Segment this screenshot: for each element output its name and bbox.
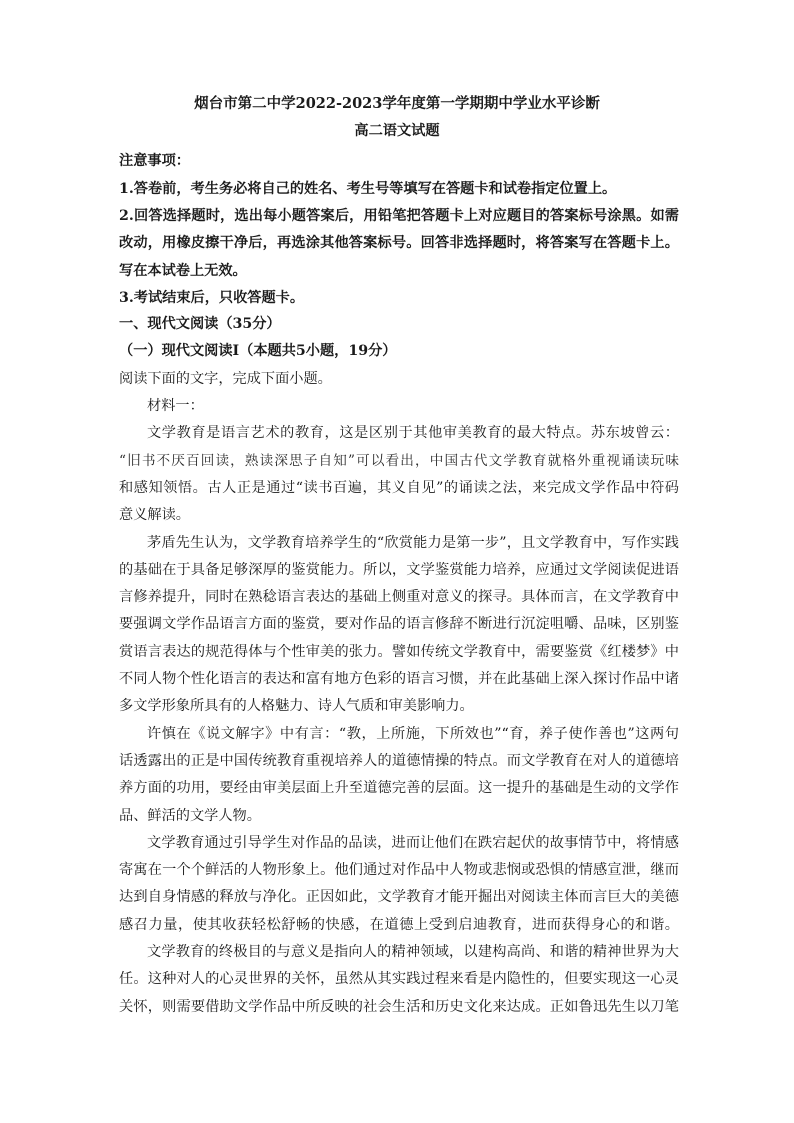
notice-heading: 注意事项：	[119, 153, 190, 169]
body-line: 和感知领悟。古人正是通过“读书百遍，其义自见”的诵读之法，来完成文学作品中符码	[119, 480, 679, 496]
notice-item-2: 2.回答选择题时，选出每小题答案后，用铅笔把答题卡上对应题目的答案标号涂黑。如需	[119, 208, 679, 224]
body-line: 不同人物个性化语言的表达和富有地方色彩的语言习惯，并在此基础上深入探讨作品中诸	[119, 671, 679, 687]
material-label: 材料一：	[147, 398, 204, 414]
notice-item-2-end: 写在本试卷上无效。	[119, 263, 247, 279]
body-line: 茅盾先生认为，文学教育培养学生的“欣赏能力是第一步”，且文学教育中，写作实践	[147, 535, 679, 551]
body-line: 文学教育是语言艺术的教育，这是区别于其他审美教育的最大特点。苏东坡曾云：	[147, 425, 679, 441]
body-line: 达到自身情感的释放与净化。正因如此，文学教育才能开掘出对阅读主体而言巨大的美德	[119, 889, 679, 905]
section-subheading: （一）现代文阅读I（本题共5小题，19分）	[119, 343, 397, 359]
reading-instruction: 阅读下面的文字，完成下面小题。	[119, 371, 332, 387]
notice-item-2-cont: 改动，用橡皮擦干净后，再选涂其他答案标号。回答非选择题时，将答案写在答题卡上。	[119, 235, 679, 251]
body-line: 感召力量，使其收获轻松舒畅的快感，在道德上受到启迪教育，进而获得身心的和谐。	[119, 917, 679, 933]
body-line: 赏语言表达的规范得体与个性审美的张力。譬如传统文学教育中，需要鉴赏《红楼梦》中	[119, 644, 679, 660]
body-line: 话透露出的正是中国传统教育重视培养人的道德情操的特点。而文学教育在对人的道德培	[119, 753, 679, 769]
notice-item-3: 3.考试结束后，只收答题卡。	[119, 290, 305, 306]
body-line: 关怀，则需要借助文学作品中所反映的社会生活和历史文化来达成。正如鲁迅先生以刀笔	[119, 999, 679, 1015]
body-line: 许慎在《说文解字》中有言：“教，上所施，下所效也”“育，养子使作善也”这两句	[147, 726, 679, 742]
notice-item-1: 1.答卷前，考生务必将自己的姓名、考生号等填写在答题卡和试卷指定位置上。	[119, 181, 617, 197]
exam-subtitle: 高二语文试题	[354, 123, 440, 139]
section-heading: 一、现代文阅读（35分）	[119, 316, 281, 332]
body-line: 任。这种对人的心灵世界的关怀，虽然从其实践过程来看是内隐性的，但要实现这一心灵	[119, 971, 679, 987]
body-line: 言修养提升，同时在熟稔语言表达的基础上侧重对意义的探寻。具体而言，在文学教育中	[119, 589, 679, 605]
body-line: 品、鲜活的文学人物。	[119, 808, 261, 824]
body-line: 文学教育的终极目的与意义是指向人的精神领域，以建构高尚、和谐的精神世界为大	[147, 944, 679, 960]
body-line: 多文学形象所具有的人格魅力、诗人气质和审美影响力。	[119, 698, 474, 714]
body-line: “旧书不厌百回读，熟读深思子自知”可以看出，中国古代文学教育就格外重视诵读玩味	[119, 453, 679, 469]
body-line: 养方面的功用，要经由审美层面上升至道德完善的层面。这一提升的基础是生动的文学作	[119, 780, 679, 796]
exam-title: 烟台市第二中学2022-2023学年度第一学期期中学业水平诊断	[194, 95, 600, 112]
body-line: 要强调文学作品语言方面的鉴赏，要对作品的语言修辞不断进行沉淀咀嚼、品味，区别鉴	[119, 616, 679, 632]
body-line: 意义解读。	[119, 507, 190, 523]
body-line: 寄寓在一个个鲜活的人物形象上。他们通过对作品中人物或悲悯或恐惧的情感宣泄，继而	[119, 862, 679, 878]
body-line: 文学教育通过引导学生对作品的品读，进而让他们在跌宕起伏的故事情节中，将情感	[147, 835, 679, 851]
body-line: 的基础在于具备足够深厚的鉴赏能力。所以，文学鉴赏能力培养，应通过文学阅读促进语	[119, 562, 679, 578]
